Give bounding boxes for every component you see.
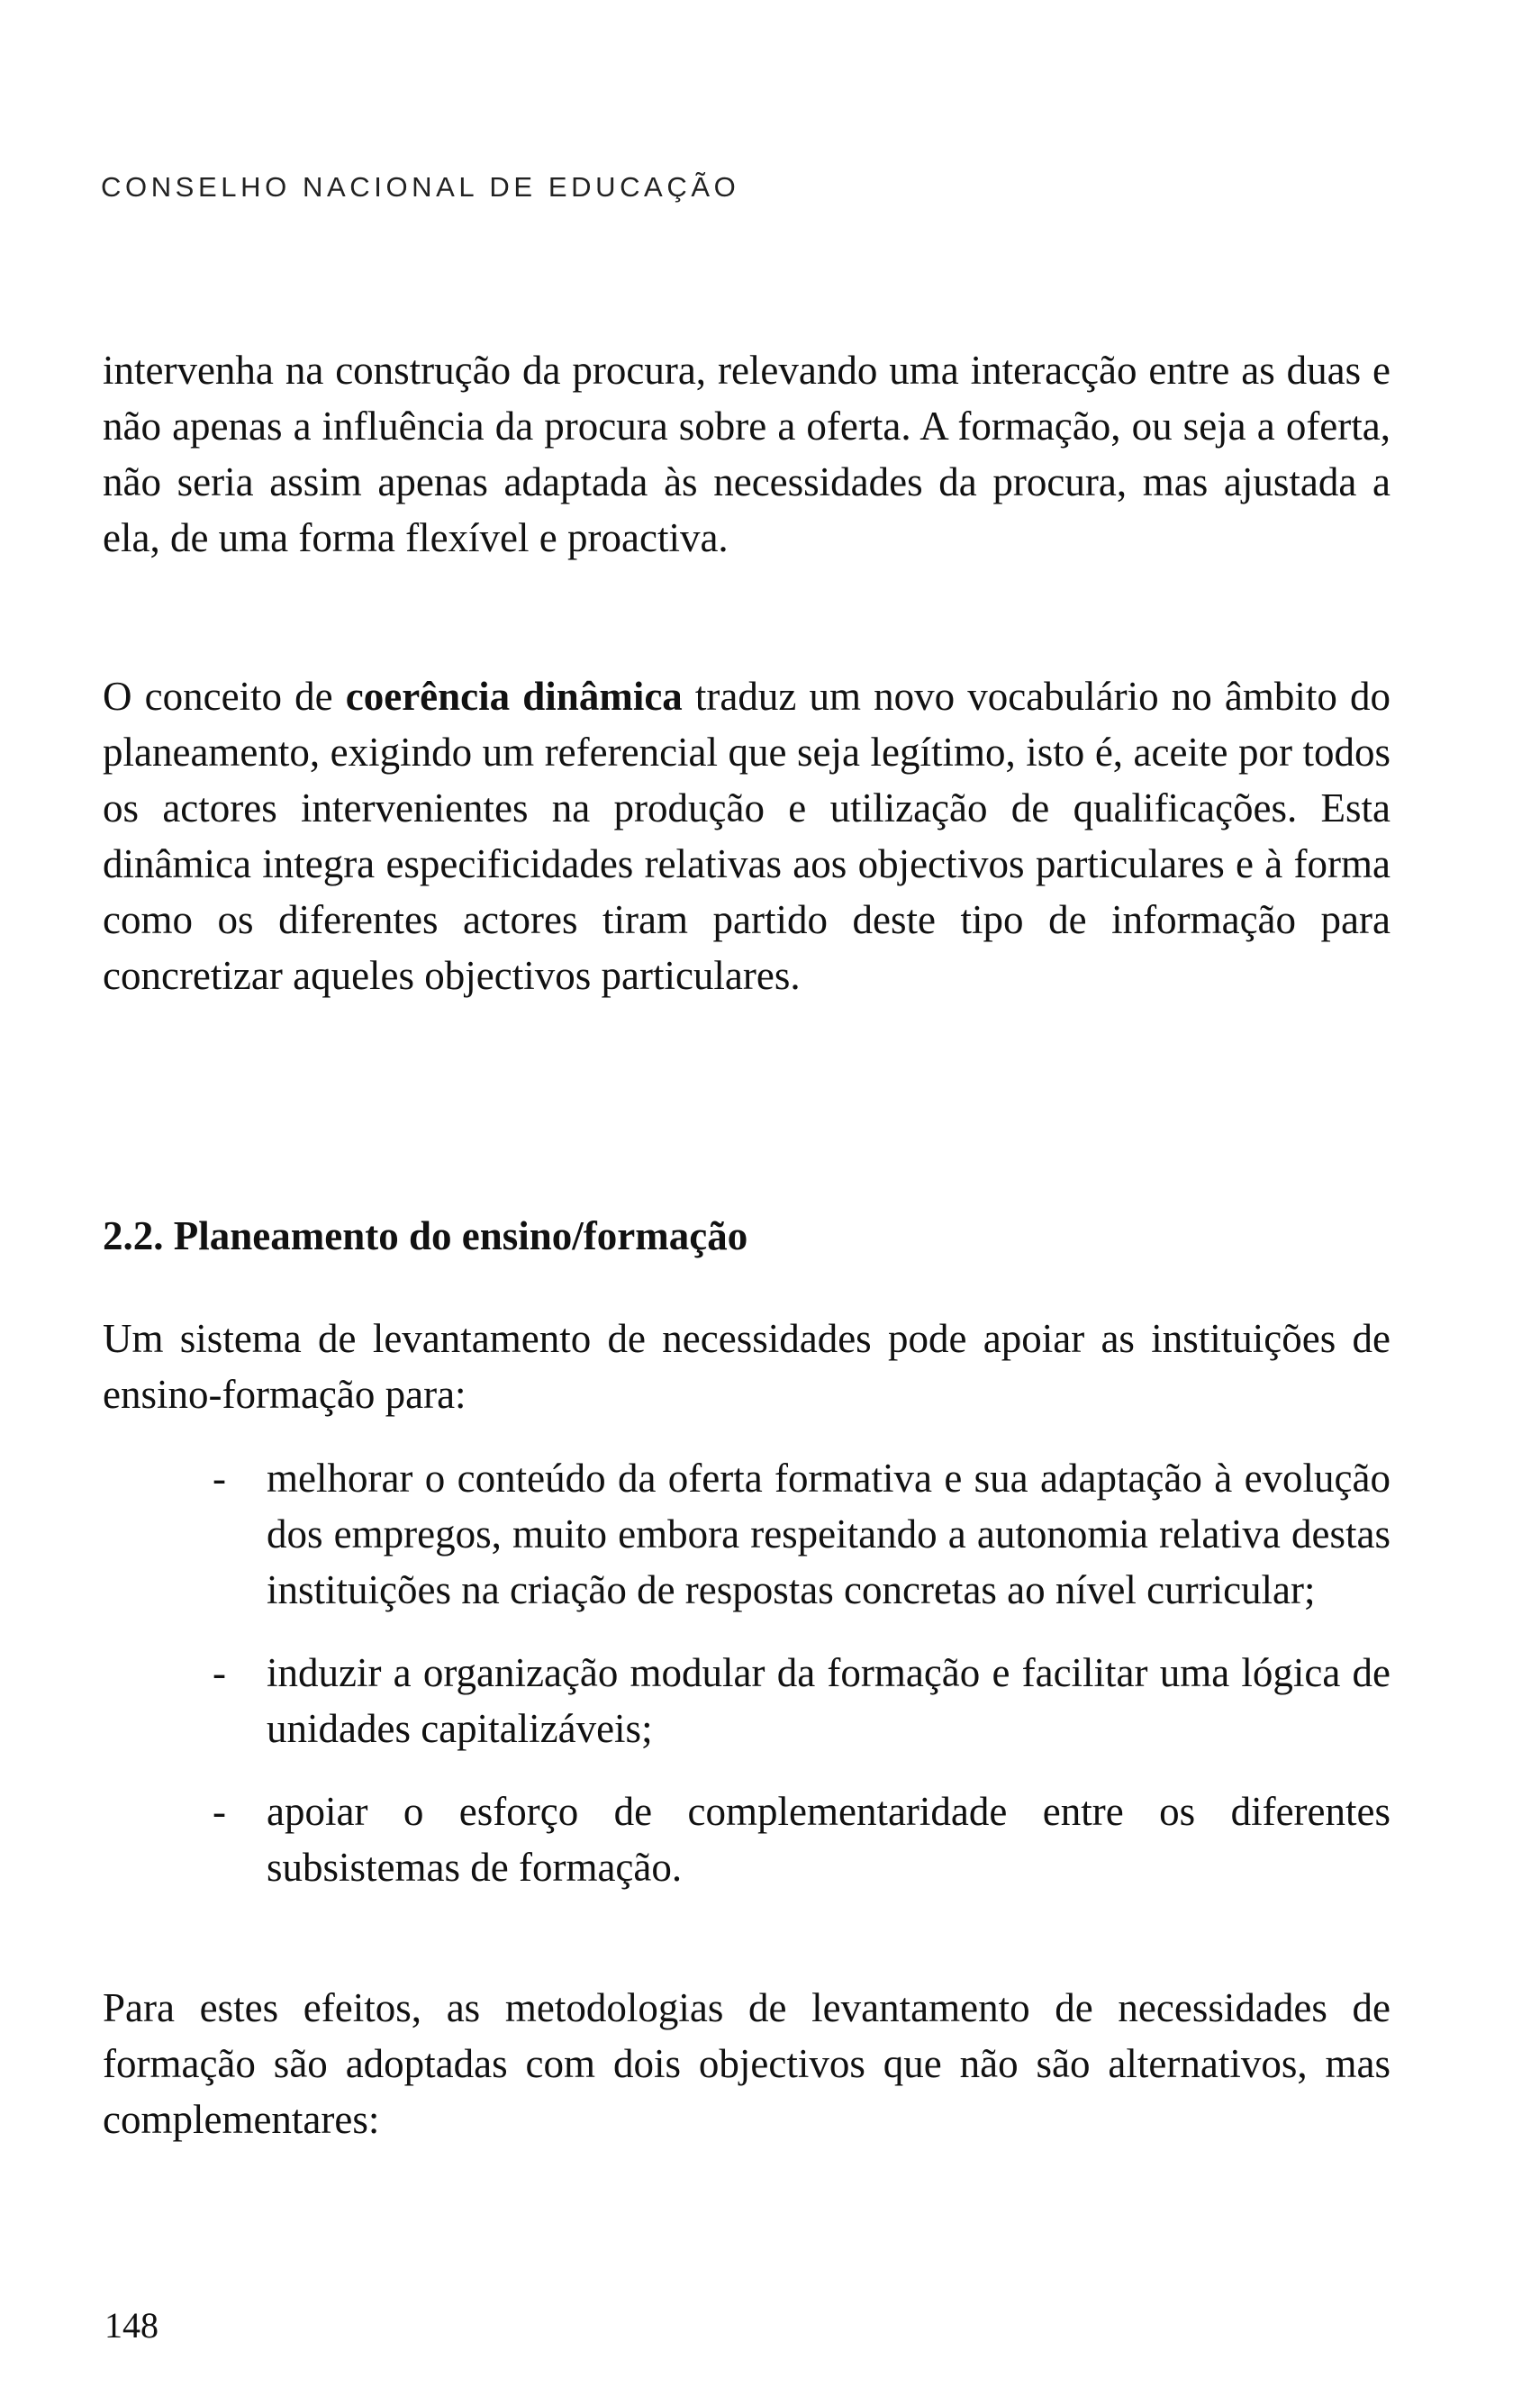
list-item bbox=[103, 1450, 1391, 1618]
bullet-dash: - bbox=[213, 1789, 226, 1834]
paragraph-metodologias: Para estes efeitos, as metodologias de levantamento de necessidades de formação são adoptadas com dois objectivos que não são alternativos, mas complementares: bbox=[103, 1985, 1391, 2142]
paragraph-procura-oferta: intervenha na construção da procura, relevando uma interacção entre as duas e não apenas a influência da procura sobre a oferta. A formação, ou seja a oferta, não seria assim apenas adaptada às necessidades da procura, mas ajustada a ela, de uma forma flexível e proactiva. bbox=[103, 348, 1391, 560]
paragraph-text-end: traduz um novo vocabulário no âmbito do planeamento, exigindo um referencial que seja legítimo, isto é, aceite por todos os actores intervenientes na produção e utilização de qualificações. Esta dinâmica integra especificidades relativas aos objectivos particulares e à forma como os diferentes actores tiram partido deste tipo de informação para concretizar aqueles objectivos particulares. bbox=[103, 674, 1391, 998]
running-header: CONSELHO NACIONAL DE EDUCAÇÃO bbox=[101, 171, 740, 203]
list-item bbox=[103, 1783, 1391, 1895]
list-item bbox=[103, 1645, 1391, 1756]
page-number: 148 bbox=[104, 2305, 159, 2346]
list-item-text: melhorar o conteúdo da oferta formativa e sua adaptação à evolução dos empregos, muito embora respeitando a autonomia relativa destas instituições na criação de respostas concretas ao nível curricular; bbox=[267, 1456, 1391, 1612]
paragraph-coerencia-dinamica bbox=[103, 668, 1391, 1003]
bullet-dash: - bbox=[213, 1456, 226, 1501]
bullet-dash: - bbox=[213, 1650, 226, 1695]
list-item-text: induzir a organização modular da formação e facilitar uma lógica de unidades capitalizáveis; bbox=[267, 1650, 1391, 1751]
bullet-list bbox=[103, 1450, 1391, 1922]
paragraph-text-start: O conceito de bbox=[103, 674, 346, 719]
section-heading: 2.2. Planeamento do ensino/formação bbox=[103, 1213, 748, 1258]
paragraph-levantamento-necessidades: Um sistema de levantamento de necessidades pode apoiar as instituições de ensino-formação para: bbox=[103, 1316, 1391, 1417]
bold-term-coerencia-dinamica: coerência dinâmica bbox=[345, 674, 683, 719]
list-item-text: apoiar o esforço de complementaridade entre os diferentes subsistemas de formação. bbox=[267, 1789, 1391, 1890]
